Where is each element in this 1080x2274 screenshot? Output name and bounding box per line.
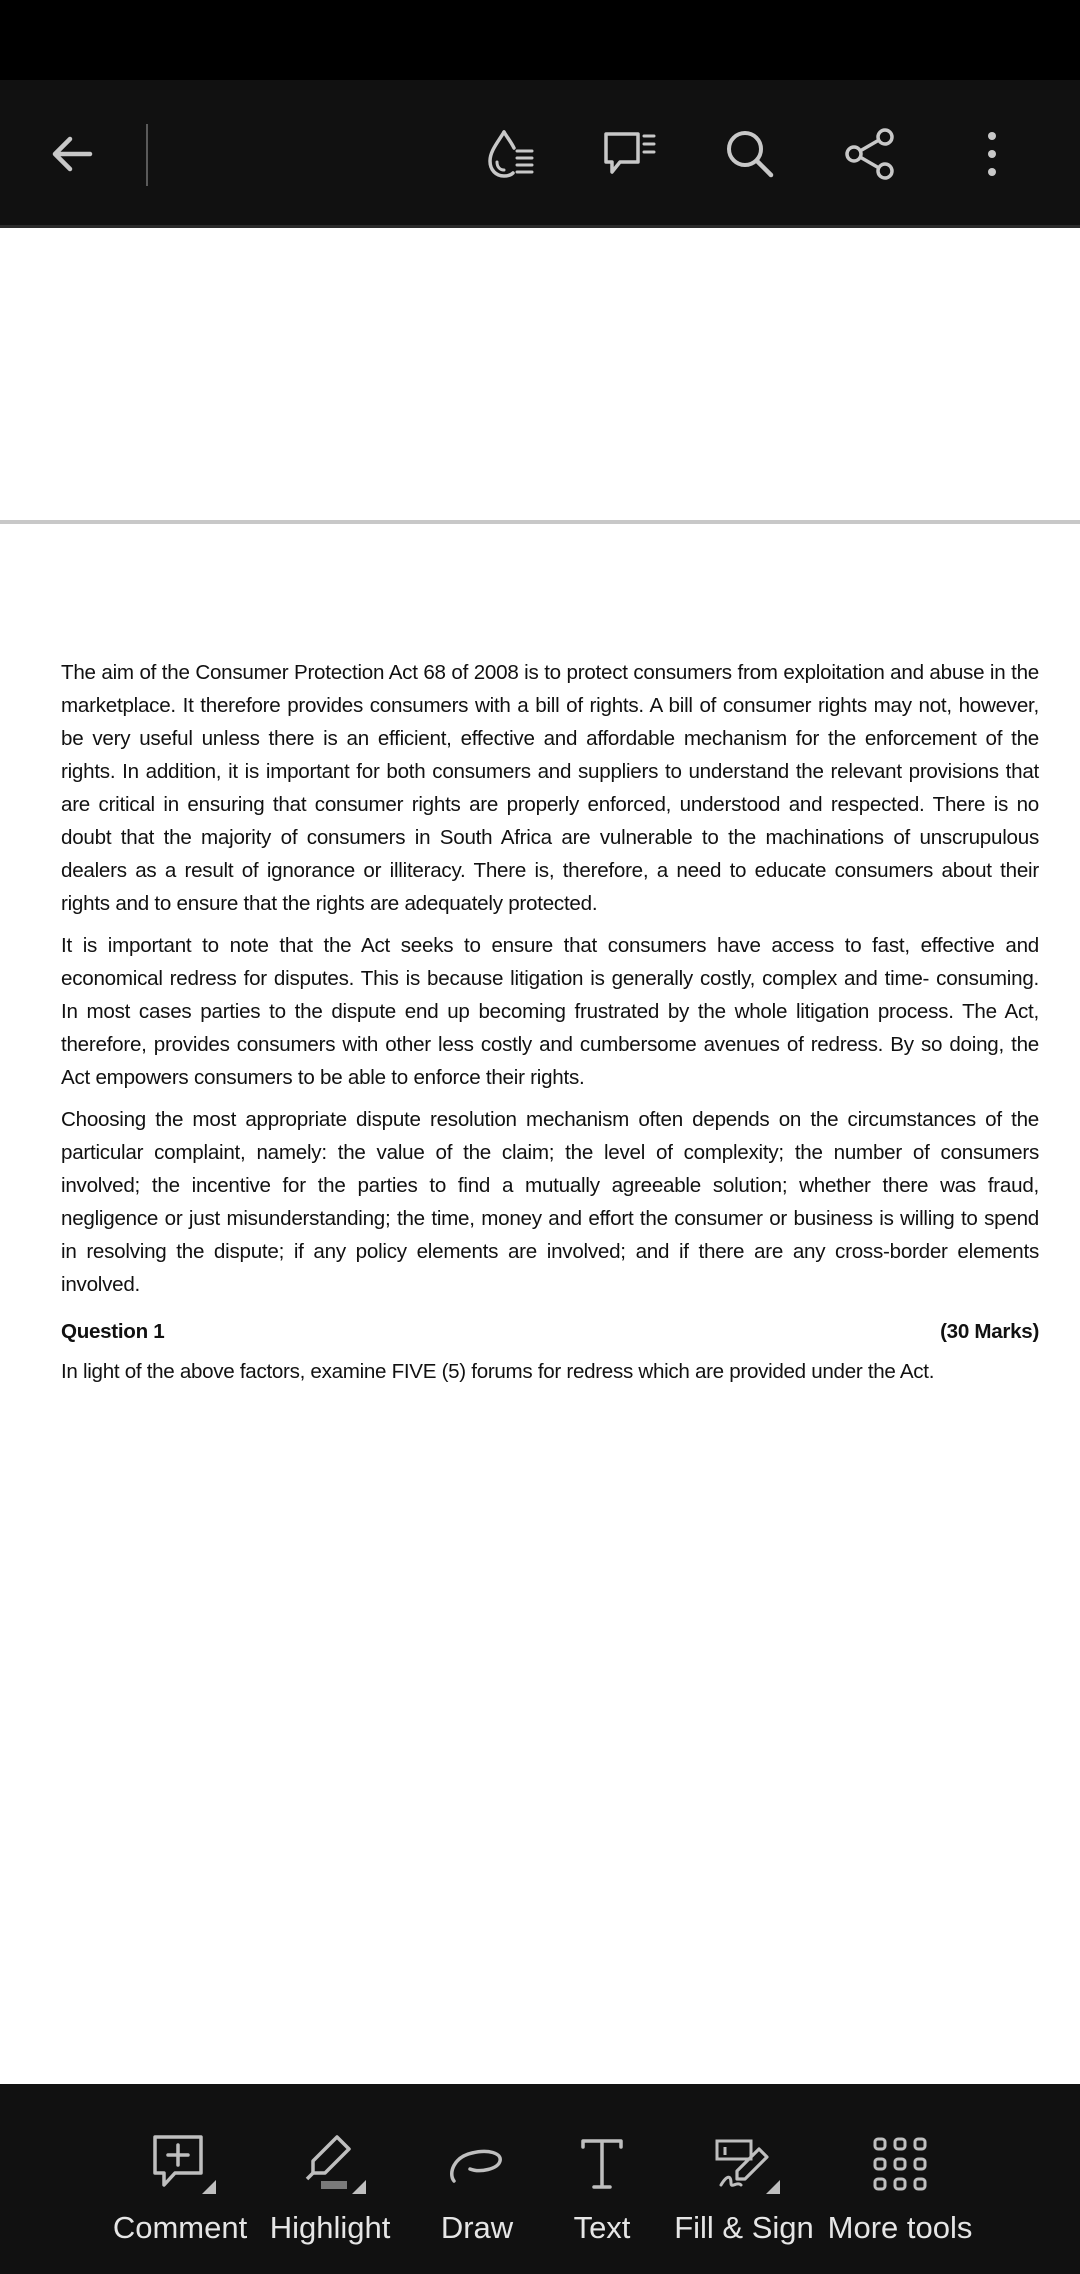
share-button[interactable]	[830, 114, 910, 194]
draw-label: Draw	[440, 2210, 514, 2245]
bottom-toolbar	[0, 2084, 1080, 2274]
more-options-button[interactable]	[952, 114, 1032, 194]
paragraph-1: The aim of the Consumer Protection Act 68 of 2008 is to protect consumers from exploitation and abuse in the marketplace. It therefore provides consumers with a bill of rights. A bill of consumer rights may not, however, be very useful unless there is an efficient, effective and affordable mechanism for the enforcement of the rights. In addition, it is important for both consumers and suppliers to understand the relevant provisions that are critical in ensuring that consumer rights are properly enforced, understood and respected. There is no doubt that the majority of consumers in South Africa are vulnerable to the machinations of unscrupulous dealers as a result of ignorance or illiteracy. There is, therefore, a need to educate consumers about their rights and to ensure that the rights are adequately protected.	[61, 661, 1039, 915]
highlight-tool[interactable]	[262, 2084, 398, 2274]
search-button[interactable]	[710, 114, 790, 194]
more-tools-button[interactable]	[826, 2084, 974, 2274]
expand-indicator-icon	[352, 2180, 366, 2194]
comment-label: Comment	[112, 2210, 248, 2245]
comment-tool[interactable]	[112, 2084, 248, 2274]
status-bar	[0, 0, 1080, 80]
search-icon	[720, 124, 780, 184]
text-tool[interactable]	[552, 2084, 652, 2274]
top-toolbar	[0, 80, 1080, 228]
freehand-draw-icon	[444, 2131, 510, 2197]
highlight-label: Highlight	[269, 2210, 391, 2245]
back-button[interactable]	[32, 114, 112, 194]
previous-page-bottom	[0, 228, 1080, 520]
expand-indicator-icon	[766, 2180, 780, 2194]
expand-indicator-icon	[202, 2180, 216, 2194]
pdf-page[interactable]	[0, 524, 1080, 2084]
liquid-mode-icon	[480, 124, 540, 184]
more-tools-label: More tools	[827, 2210, 973, 2245]
grid-apps-icon	[867, 2131, 933, 2197]
more-vertical-icon	[962, 124, 1022, 184]
fill-sign-label: Fill & Sign	[674, 2210, 814, 2245]
question-header	[61, 1315, 1039, 1348]
paragraph-3: Choosing the most appropriate dispute resolution mechanism often depends on the circumstances of the particular complaint, namely: the value of the claim; the level of complexity; the number of consumers involved; the incentive for the parties to find a mutually agreeable solution; whether there was fraud, negligence or just misunderstanding; the time, money and effort the consumer or business is willing to spend in resolving the dispute; if any policy elements are involved; and if there are any cross-border elements involved.	[61, 1108, 1039, 1296]
share-icon	[840, 124, 900, 184]
toolbar-divider	[146, 124, 148, 186]
question-text: In light of the above factors, examine FIVE (5) forums for redress which are provided under the Act.	[61, 1360, 935, 1383]
text-label: Text	[573, 2210, 631, 2245]
back-arrow-icon	[42, 124, 102, 184]
fill-sign-tool[interactable]	[674, 2084, 814, 2274]
comments-list-button[interactable]	[590, 114, 670, 194]
draw-tool[interactable]	[418, 2084, 536, 2274]
question-marks: (30 Marks)	[940, 1320, 1039, 1343]
document-content	[61, 656, 1039, 1388]
paragraph-2: It is important to note that the Act seeks to ensure that consumers have access to fast, effective and economical redress for disputes. This is because litigation is generally costly, complex and time- consuming. In most cases parties to the dispute end up becoming frustrated by the whole litigation process. The Act, therefore, provides consumers with other less costly and cumbersome avenues of redress. By so doing, the Act empowers consumers to be able to enforce their rights.	[61, 934, 1039, 1089]
text-tool-icon	[569, 2131, 635, 2197]
question-title: Question 1	[61, 1320, 165, 1343]
liquid-mode-button[interactable]	[470, 114, 550, 194]
comments-list-icon	[600, 124, 660, 184]
